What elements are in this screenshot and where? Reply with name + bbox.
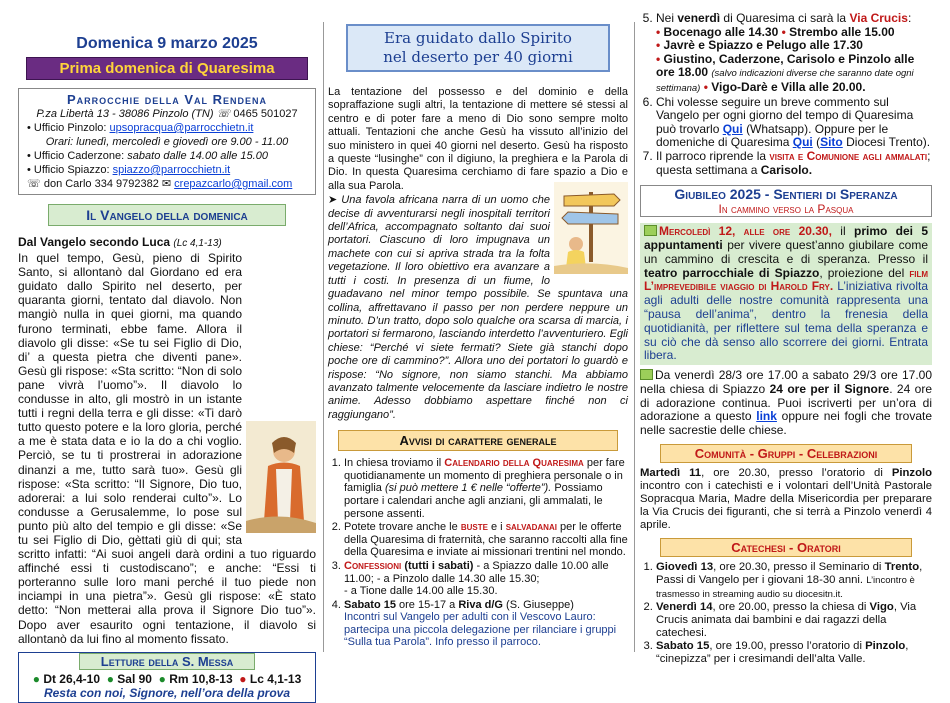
office-hours: Orari: lunedì, mercoledì e giovedì ore 9.00 - 11.00 (45, 136, 289, 148)
page-subtitle: Prima domenica di Quaresima (26, 57, 308, 80)
phone-icon: ☏ (27, 178, 41, 190)
spiazzo-email-link[interactable]: spiazzo@parrocchietn.it (112, 164, 231, 176)
parish-info-box (18, 88, 316, 195)
reflection-title: Era guidato dallo Spirito nel deserto per 40 giorni (346, 24, 610, 72)
community-title: Comunità - Gruppi - Celebrazioni (660, 444, 912, 463)
office-spiazzo: • Ufficio Spiazzo: spiazzo@parrocchietn.it (27, 164, 231, 176)
list-item: 5. Nei venerdì di Quaresima ci sarà la Via Crucis: • Bocenago alle 14.30 • Strembo alle 15.00 • Javrè e Spiazzo e Pelugo alle 17.30 • Giustino, Caderzone, Carisolo e Pinzolo alle ore 18.00 (salvo indicazioni diverse che saranno date ogni settimana) • Vigo-Darè e Villa alle 20.00. (656, 12, 932, 96)
signpost-illustration (554, 182, 628, 274)
gospel-text: Dal Vangelo secondo Luca (Lc 4,1-13) In quel tempo, Gesù, pieno di Spirito Santo, si allontanò dal Giordano ed era guidato dallo Spirito nel deserto, per quaranta giorni, tentato dal diavolo. Non mangiò nulla in quei giorni, ma quando furono terminati, ebbe fame. Allora il diavolo gli disse: «Se tu sei Figlio di Dio, di’ a questa pietra che diventi pane». Gesù gli rispose: «Sta scritto: “Non di solo pane vivrà l’uomo”». Il diavolo lo condusse in alto, gli mostrò in un istante tutti i regni della terra e gli disse: «Ti darò tutto questo potere e la loro gloria, perché a me è stata data e io la do a chi voglio. Perciò, se tu ti prostrerai in adorazione dinanzi a me, tutto sarà tuo». Gesù gli rispose: «Sta scritto: “Il Signore, Dio tuo, adorerai: a lui solo renderai culto”». Lo condusse a Gerusalemme, lo pose sul punto più alto del tempio e gli disse: «Se tu sei Figlio di Dio, gèttati giù di qui; sta scritto infatti: “Ai suoi angeli darà ordini a tuo riguardo affinché essi ti custodiscano”; e anche: “Essi ti porteranno sulle loro mani perché il tuo piede non inciampi in una pietra”». Gesù gli rispose: «È stato detto: “Non metterai alla prova il Signore Dio tuo”». Dopo aver esaurito ogni tentazione, il diavolo si allontanò da lui fino al momento fissato. (18, 235, 316, 646)
jubilee-box (640, 185, 932, 217)
qui-link[interactable]: Qui (722, 121, 743, 136)
parish-title: Parrocchie della Val Rendena (66, 92, 268, 107)
jesus-desert-illustration (246, 421, 316, 533)
list-item: 6. Chi volesse seguire un breve commento sul Vangelo per ogni giorno del tempo di Quaresima può trovarlo Qui (Whatsapp). Oppure per le domeniche di Quaresima Qui (Sito Diocesi Trento). (656, 96, 932, 150)
gospel-title: Il Vangelo della domenica (48, 204, 286, 226)
list-item: 2. Venerdì 14, ore 20.00, presso la chiesa di Vigo, Via Crucis animata dai bambini e dai ragazzi della catechesi. (656, 601, 932, 639)
community-text: Martedì 11, ore 20.30, presso l’oratorio di Pinzolo incontro con i catechisti e i volontari dell’Unità Pastorale Sopracqua Maria, Madre della Misericordia per preparare la Via Crucis dei figuranti, che si terrà a Pinzolo venerdì 4 aprile. (640, 467, 933, 532)
notices-list-continued (656, 12, 932, 177)
page-date: Domenica 9 marzo 2025 (76, 35, 258, 52)
list-item: 7. Il parroco riprende la visita e Comunione agli ammalati; questa settimana a Carisolo. (656, 150, 932, 177)
play-icon: ➤ (328, 194, 338, 207)
jubilee-title: Giubileo 2025 - Sentieri di Speranza (674, 186, 898, 203)
jubilee-event-2: Da venerdì 28/3 ore 17.00 a sabato 29/3 ore 17.00 nella chiesa di Spiazzo 24 ore per il Signore. 24 ore di adorazione continua. Puoi iscriverti per un’ora di adorazione a questo link oppure nei fogli che trovate nelle sacrestie delle chiese. (640, 368, 932, 438)
notices-list (344, 457, 628, 649)
priest-contact: ☏ don Carlo 334 9792382 ✉ crepazcarlo@gmail.com (27, 178, 293, 190)
reflection-text: La tentazione del possesso e del dominio e della sopraffazione sugli altri, la tentazione di mettere sé stessi al centro e di poter fare a meno di Dio sono sempre molto attuali. Tentazioni che anche Gesù ha vissuto all’inizio del suo ministero in quei 40 giorni nel deserto. Gesù ha risposto a queste “lusinghe” con il digiuno, la preghiera e la Parola di Dio. In questa Quaresima cerchiamo di fare spazio a Dio e alla sua Parola. ➤ Una favola africana narra di un uomo che decise di avventurarsi negli inospitali territori dell’Africa, accompagnato soltanto dai suoi portatori. Ciascuno di loro impugnava un machete con cui si apriva strada tra la folta vegetazione. Il loro obiettivo era avanzare a tutti i costi. In presenza di un fiume, lo guadavano nel minor tempo possibile. Se spuntava una collina, affrettavano il passo per non perdere neppure un minuto. D’un tratto, dopo solo qualche ora scarsa di marcia, i portatori si fermarono, lasciando interdetto l’avventuriero. Egli chiese: “Perché vi siete fermati? Siete già stanchi dopo poche ore di cammino?”. Allora uno dei portatori lo guardò e rispose: “No signore, non siamo stanchi. Ma abbiamo avanzato talmente velocemente da lasciare indietro le nostre anime. Adesso dobbiamo aspettare finché non ci raggiungano”. (328, 86, 628, 421)
jubilee-subtitle: In cammino verso la Pasqua (718, 202, 854, 217)
readings-refrain: Resta con noi, Signore, nell’ora della prova (43, 685, 291, 700)
parish-address: P.za Libertà 13 - 38086 Pinzolo (TN) ☏ 0465 501027 (36, 108, 298, 120)
mail-icon: ✉ (161, 178, 172, 190)
qui-link-2[interactable]: Qui (792, 135, 813, 150)
list-item: 1. Giovedì 13, ore 20.30, presso il Seminario di Trento, Passi di Vangelo per i giovani 18-30 anni. L’incontro è trasmesso in streaming audio su diocesitn.it. (656, 561, 932, 601)
pin-icon (640, 369, 653, 380)
readings-title: Letture della S. Messa (79, 653, 255, 670)
readings-box (18, 652, 316, 703)
list-item: 1. In chiesa troviamo il Calendario della Quaresima per fare quotidianamente un momento di preghiera personale o in famiglia (si può mettere 1 € nelle “offerte”). Possiamo portare i calendari anche agli anziani, gli ammalati, le persone assenti. (344, 457, 628, 520)
catechesis-list (656, 561, 932, 665)
list-item: 2. Potete trovare anche le buste e i salvadanai per le offerte della Quaresima di fraternità, che saranno raccolti alla fine della Quaresima e inviate ai missionari trentini nel mondo. (344, 521, 628, 559)
column-divider (323, 22, 324, 652)
adoration-link[interactable]: link (756, 409, 777, 424)
phone-icon: ☏ (216, 108, 231, 120)
list-item: 4. Sabato 15 ore 15-17 a Riva d/G (S. Giuseppe) Incontri sul Vangelo per adulti con il Vescovo Lauro: partecipa una piccola delegazione per rilanciare i gruppi “Sulla tua Parola”. Info presso il parroco. (344, 599, 628, 649)
pinzolo-email-link[interactable]: upsopracqua@parrocchietn.it (109, 122, 254, 134)
readings-list: ● Dt 26,4-10 ● Sal 90 ● Rm 10,8-13 ● Lc 4,1-13 (32, 671, 302, 686)
sito-link[interactable]: Sito (820, 135, 843, 150)
jubilee-event-1: Mercoledì 12, alle ore 20.30, il primo dei 5 appuntamenti per vivere quest’anno giubilare come un cammino di crescita e di speranza. Presso il teatro parrocchiale di Spiazzo, proiezione del film L’imprevedibile viaggio di Harold Fry. L’iniziativa rivolta agli adulti delle nostre comunità rappresenta una “pausa dell’anima”, dentro la frenesia della quotidianità, per riflettere sul tema della speranza e su ciò che dà senso allo scorrere dei giorni. Entrata libera. (640, 223, 932, 365)
notices-title: Avvisi di carattere generale (338, 430, 618, 451)
column-1 (18, 0, 316, 700)
list-item: 3. Confessioni (tutti i sabati) - a Spiazzo dalle 10.00 alle 11.00; - a Pinzolo dalle 14.30 alle 15.30; - a Tione dalle 14.00 alle 15.30. (344, 560, 628, 598)
catechesis-title: Catechesi - Oratori (660, 538, 912, 557)
column-divider (634, 22, 635, 652)
office-caderzone: • Ufficio Caderzone: sabato dalle 14.00 alle 15.00 (27, 150, 268, 162)
pin-icon (644, 225, 657, 236)
list-item: 3. Sabato 15, ore 19.00, presso l’oratorio di Pinzolo, “cinepizza” per i cresimandi dell’alta Valle. (656, 640, 932, 666)
office-pinzolo: • Ufficio Pinzolo: upsopracqua@parrocchietn.it (27, 122, 254, 134)
column-3 (640, 0, 932, 672)
priest-email-link[interactable]: crepazcarlo@gmail.com (174, 178, 293, 190)
column-2 (328, 0, 628, 672)
